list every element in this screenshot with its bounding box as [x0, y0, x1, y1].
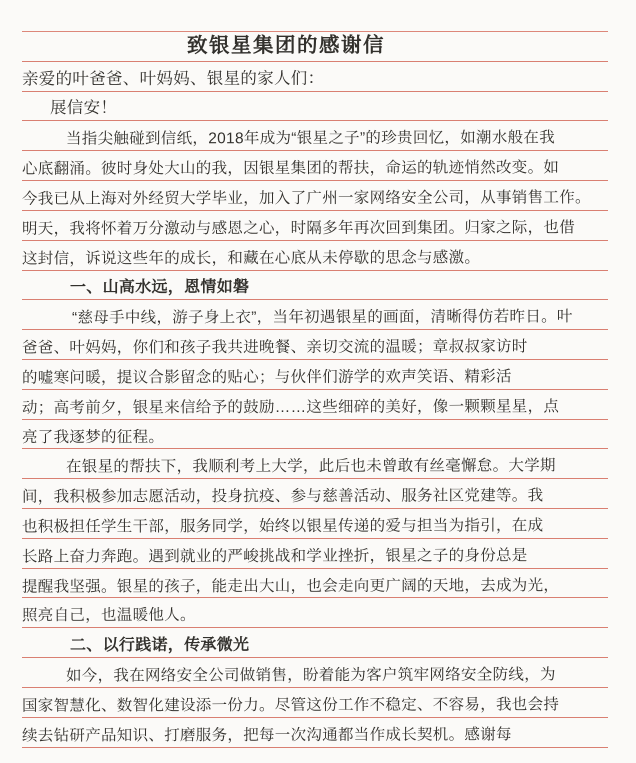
paragraph-2-line-1: “慈母手中线，游子身上衣”，当年初遇银星的画面，清晰得仿若昨日。叶	[22, 300, 608, 330]
paragraph-3-line-2: 间，我积极参加志愿活动，投身抗疫、参与慈善活动、服务社区党建等。我	[22, 479, 608, 509]
paragraph-3-line-3: 也积极担任学生干部，服务同学，始终以银星传递的爱与担当为指引，在成	[22, 509, 608, 539]
blank-ruled-line	[22, 0, 608, 32]
paragraph-3-line-1: 在银星的帮扶下，我顺利考上大学，此后也未曾敢有丝毫懈怠。大学期	[22, 449, 608, 479]
ruled-lines-area	[22, 0, 608, 748]
paragraph-3-line-4: 长路上奋力奔跑。遇到就业的严峻挑战和学业挫折，银星之子的身份总是	[22, 539, 608, 569]
paragraph-2-line-3: 的嘘寒问暖，提议合影留念的贴心；与伙伴们游学的欢声笑语、精彩活	[22, 360, 608, 390]
salutation: 亲爱的叶爸爸、叶妈妈、银星的家人们：	[22, 62, 608, 92]
paragraph-2-line-5: 亮了我逐梦的征程。	[22, 420, 608, 450]
paragraph-2-line-4: 动；高考前夕，银星来信给予的鼓励……这些细碎的美好，像一颗颗星星，点	[22, 390, 608, 420]
paragraph-1-line-2: 心底翻涌。彼时身处大山的我，因银星集团的帮扶，命运的轨迹悄然改变。如	[22, 151, 608, 181]
paragraph-4-line-3: 续去钻研产品知识、打磨服务，把每一次沟通都当作成长契机。感谢每	[22, 718, 608, 748]
paragraph-1-line-5: 这封信，诉说这些年的成长，和藏在心底从未停歇的思念与感激。	[22, 241, 608, 271]
greeting-line: 展信安！	[22, 92, 608, 122]
paragraph-1-line-1: 当指尖触碰到信纸，2018年成为“银星之子”的珍贵回忆，如潮水般在我	[22, 121, 608, 151]
section-heading-2: 二、以行践诺，传承微光	[22, 628, 608, 658]
paragraph-1-line-3: 今我已从上海对外经贸大学毕业，加入了广州一家网络安全公司，从事销售工作。	[22, 181, 608, 211]
letter-title: 致银星集团的感谢信	[22, 32, 608, 62]
section-heading-1: 一、山高水远，恩情如磐	[22, 271, 608, 301]
paragraph-4-line-2: 国家智慧化、数智化建设添一份力。尽管这份工作不稳定、不容易，我也会持	[22, 688, 608, 718]
paragraph-1-line-4: 明天，我将怀着万分激动与感恩之心，时隔多年再次回到集团。归家之际，也借	[22, 211, 608, 241]
paragraph-2-line-2: 爸爸、叶妈妈，你们和孩子我共进晚餐、亲切交流的温暖；章叔叔家访时	[22, 330, 608, 360]
paragraph-4-line-1: 如今，我在网络安全公司做销售，盼着能为客户筑牢网络安全防线，为	[22, 658, 608, 688]
paragraph-3-line-5: 提醒我坚强。银星的孩子，能走出大山，也会走向更广阔的天地，去成为光，	[22, 569, 608, 599]
paragraph-3-line-6: 照亮自己，也温暖他人。	[22, 598, 608, 628]
